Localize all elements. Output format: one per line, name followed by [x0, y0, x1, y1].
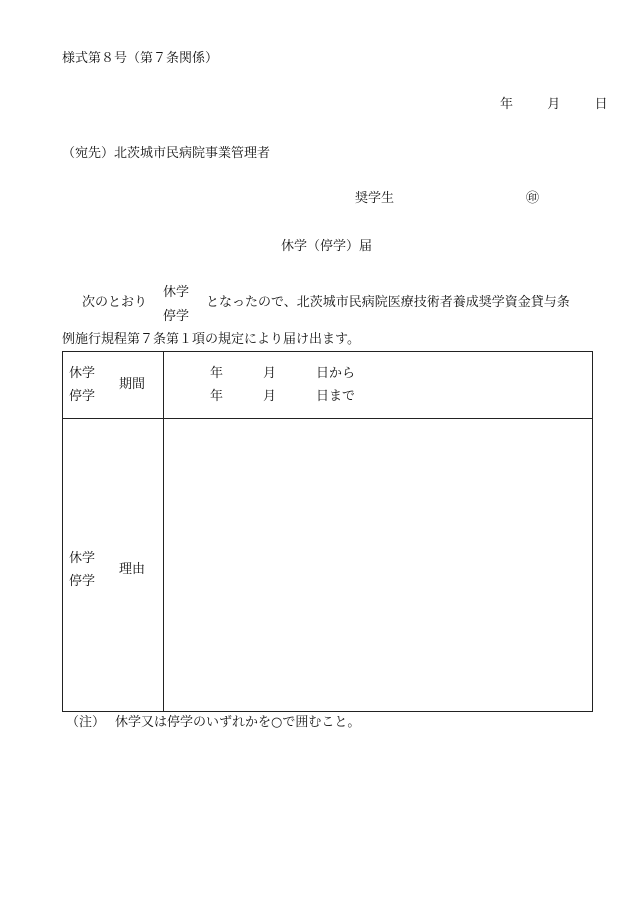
applicant-label: 奨学生	[355, 191, 395, 206]
reason-value-cell[interactable]	[164, 419, 593, 712]
date-year-label: 年	[500, 97, 514, 112]
period-from-month: 月	[263, 366, 277, 381]
note	[66, 716, 360, 729]
body-suffix: となったので、北茨城市民病院医療技術者養成奨学資金貸与条	[206, 295, 570, 310]
period-label: 期間	[119, 377, 146, 392]
form-number: 様式第８号（第７条関係）	[62, 51, 219, 66]
period-option-leave: 休学	[69, 366, 96, 381]
period-from-day: 日から	[316, 366, 356, 381]
reason-option-suspension: 停学	[69, 574, 96, 589]
reason-label: 理由	[119, 562, 146, 577]
date-day-label: 日	[594, 97, 608, 112]
body-option-suspension: 停学	[163, 309, 190, 324]
reason-row	[63, 419, 593, 712]
period-header-cell	[63, 352, 164, 419]
body-prefix: 次のとおり	[82, 295, 148, 310]
addressee: （宛先）北茨城市民病院事業管理者	[62, 146, 271, 161]
leave-form-table	[62, 351, 593, 712]
period-row	[63, 352, 593, 419]
note-text: 休学又は停学のいずれかを○で囲むこと。	[115, 715, 361, 730]
period-option-suspension: 停学	[69, 389, 96, 404]
period-to-year: 年	[210, 389, 224, 404]
date-line	[500, 98, 608, 111]
body-option-leave: 休学	[163, 285, 190, 300]
reason-option-leave: 休学	[69, 551, 96, 566]
reason-header-cell	[63, 419, 164, 712]
date-month-label: 月	[547, 97, 561, 112]
note-label: （注）	[66, 715, 106, 730]
period-value-cell[interactable]	[164, 352, 593, 419]
period-to-month: 月	[263, 389, 277, 404]
period-from-year: 年	[210, 366, 224, 381]
document-title: 休学（停学）届	[281, 239, 373, 254]
body-line-2: 例施行規程第７条第１項の規定により届け出ます。	[62, 332, 360, 347]
seal-mark: ㊞	[526, 191, 540, 206]
period-to-day: 日まで	[316, 389, 356, 404]
